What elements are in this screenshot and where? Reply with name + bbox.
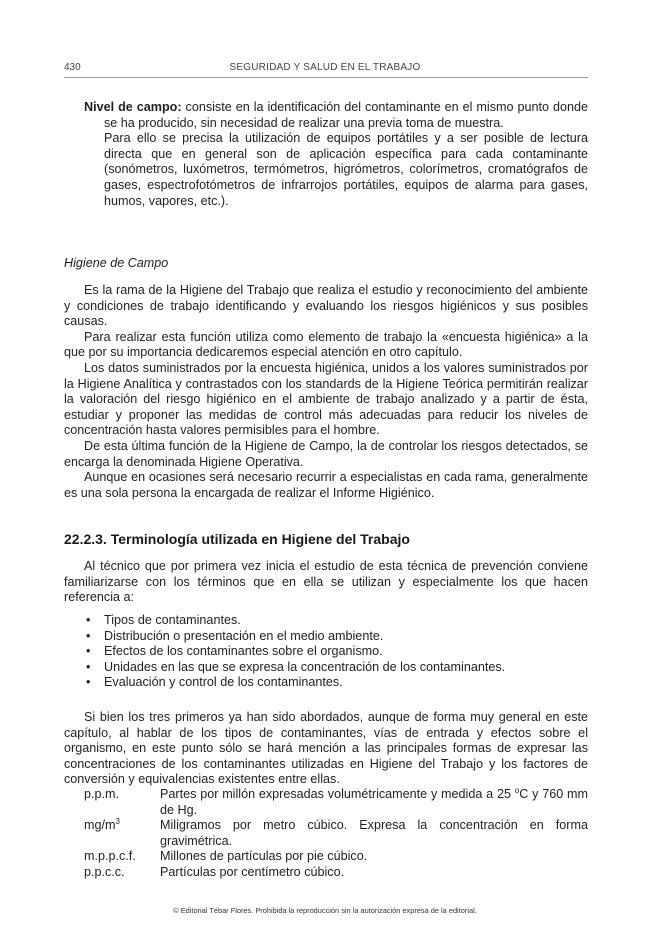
bullet-icon: •: [86, 613, 91, 627]
list-item: • Efectos de los contaminantes sobre el organismo.: [86, 644, 383, 659]
list-item: • Evaluación y control de los contaminantes.: [86, 675, 343, 690]
page-number: 430: [64, 62, 81, 73]
list-item: • Unidades en las que se expresa la concentración de los contaminantes.: [86, 659, 506, 674]
copyright-footer: © Editorial Tébar Flores. Prohibida la reproducción sin la autorización expresa de la editorial.: [173, 906, 477, 915]
bullet-icon: •: [86, 644, 91, 659]
paragraph: De esta última función de la Higiene de Campo, la de controlar los riesgos detectados, se encarga la denominada Higiene Operativa.: [64, 438, 588, 469]
paragraph: Aunque en ocasiones será necesario recurrir a especialistas en cada rama, generalmente es una sola persona la encargada de realizar el Informe Higiénico.: [64, 470, 588, 500]
higiene-campo-body: [64, 283, 588, 501]
higiene-campo-title: Higiene de Campo: [64, 256, 169, 270]
header-rule: [64, 77, 588, 78]
paragraph: Es la rama de la Higiene del Trabajo que realiza el estudio y reconocimiento del ambiente y condiciones de trabajo identificando y evaluando los riesgos higiénicos y sus posibles causas.: [64, 283, 588, 329]
definition-term: p.p.c.c.: [84, 864, 125, 879]
section-closing: [64, 710, 588, 788]
definition-item: p.p.c.c. Partículas por centímetro cúbico.: [84, 864, 345, 879]
paragraph: Los datos suministrados por la encuesta higiénica, unidos a los valores suministrados por la Higiene Analítica y contrastados con los standards de la Higiene Teórica permitirán realizar la valoración del riesgo higiénico en el ambiente de trabajo analizado y a partir de ésta, estudiar y proponer las medidas de control más adecuadas para reducir los niveles de concentración hasta valores permisibles para el hombre.: [64, 360, 588, 438]
definition-item: p.p.m. Partes por millón expresadas volumétricamente y medida a 25 $^o$C y 760 mm de Hg.: [84, 785, 588, 817]
definition-item: m.p.p.c.f. Millones de partículas por pie cúbico.: [84, 849, 368, 864]
definition-term: m.p.p.c.f.: [84, 849, 136, 864]
definitions-list: [84, 787, 588, 881]
bullet-list: [84, 613, 588, 691]
nivel-campo-text: consiste en la identificación del contaminante en el mismo punto donde se ha producido, sin necesidad de realizar una previa toma de muestra.: [104, 100, 588, 130]
definition-item: $mg/m^3$ Miligramos por metro cúbico. Expresa la concentración en forma gravimétrica.: [84, 817, 588, 848]
list-item: • Tipos de contaminantes.: [86, 613, 241, 627]
section-heading: 22.2.3. Terminología utilizada en Higiene del Trabajo: [64, 531, 410, 547]
running-title: SEGURIDAD Y SALUD EN EL TRABAJO: [229, 62, 421, 73]
bullet-icon: •: [86, 628, 91, 643]
paragraph: Al técnico que por primera vez inicia el estudio de esta técnica de prevención conviene familiarizarse con los términos que en ella se utilizan y especialmente los que hacen referencia a:: [64, 559, 588, 605]
section-intro: [64, 559, 588, 606]
nivel-campo-paragraph: [84, 100, 588, 131]
bullet-icon: •: [86, 659, 91, 674]
nivel-campo-paragraph-2: Para ello se precisa la utilización de equipos portátiles y a ser posible de lectura directa que en general son de aplicación específica para cada contaminante (sonómetros, luxómetros, termómetros, higrómetros, colorímetros, cromatógrafos de gases, espectrofotómetros de infrarrojos portátiles, equipos de alarma para gases, humos, vapores, etc.).: [104, 131, 588, 208]
definition-term: $mg/m^3$: [84, 817, 120, 833]
paragraph: Si bien los tres primeros ya han sido abordados, aunque de forma muy general en este capítulo, al hablar de los tipos de contaminantes, vías de entrada y efectos sobre el organismo, en este punto sólo se hará mención a las principales formas de expresar las concentraciones de los contaminantes utilizadas en Higiene del Trabajo y los factores de conversión y equivalencias existentes entre ellas.: [64, 710, 588, 787]
definition-term: p.p.m.: [84, 787, 119, 801]
list-item: • Distribución o presentación en el medio ambiente.: [86, 628, 384, 643]
paragraph: Para realizar esta función utiliza como elemento de trabajo la «encuesta higiénica» a la que por su importancia dedicaremos especial atención en otro capítulo.: [64, 329, 588, 360]
bullet-icon: •: [86, 675, 91, 690]
nivel-campo-label: Nivel de campo:: [84, 100, 182, 114]
nivel-campo-block: [84, 100, 588, 209]
